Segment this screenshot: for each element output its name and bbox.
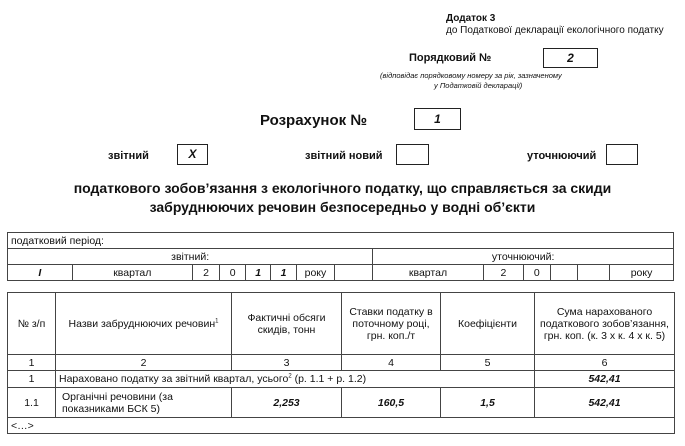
- clarifying-year-digit-4[interactable]: [578, 265, 610, 281]
- row-1-1-substance: Органічні речовини (за показниками БСК 5): [56, 388, 232, 418]
- reporting-quarter-label: квартал: [72, 265, 192, 281]
- type-clarifying-label: уточнюючий: [527, 150, 597, 162]
- header-substance-names: [56, 293, 232, 355]
- reporting-year-digit-2[interactable]: 0: [220, 265, 245, 281]
- header-substance-footnote: 1: [215, 318, 219, 324]
- column-number-6: 6: [535, 355, 675, 371]
- header-accrued-sum: Сума нарахованого податкового зобов’язання, грн. коп. (к. 3 х к. 4 х к. 5): [535, 293, 675, 355]
- appendix-title: Додаток 3: [446, 13, 496, 24]
- header-tax-rates: Ставки податку в поточному році, грн. коп./т: [342, 293, 441, 355]
- period-reporting-label: звітний:: [8, 249, 373, 265]
- column-number-2: 2: [56, 355, 232, 371]
- heading-line2: забруднюючих речовин безпосередньо у водні об’єкти: [149, 199, 536, 215]
- reporting-year-digit-1[interactable]: 2: [192, 265, 220, 281]
- clarifying-year-digit-3[interactable]: [550, 265, 578, 281]
- header-number: № з/п: [8, 293, 56, 355]
- total-row-text-main: Нараховано податку за звітний квартал, усього: [59, 373, 289, 385]
- calc-label: Розрахунок №: [260, 112, 368, 129]
- clarifying-quarter-label: квартал: [373, 265, 483, 281]
- total-row-text-tail: (р. 1.1 + р. 1.2): [291, 373, 367, 385]
- tax-calculation-table: [7, 292, 675, 434]
- header-coefficients: Коефіцієнти: [441, 293, 535, 355]
- reporting-year-digit-4[interactable]: 1: [271, 265, 296, 281]
- serial-note-line1: (відповідає порядковому номеру за рік, зазначеному: [380, 71, 562, 80]
- appendix-subtitle: до Податкової декларації екологічного податку: [446, 25, 664, 36]
- column-number-4: 4: [342, 355, 441, 371]
- column-number-3: 3: [232, 355, 342, 371]
- column-number-5: 5: [441, 355, 535, 371]
- type-reporting-box[interactable]: X: [177, 144, 208, 165]
- clarifying-year-digit-2[interactable]: 0: [524, 265, 551, 281]
- reporting-year-label: року: [296, 265, 334, 281]
- total-row-text: [56, 371, 535, 388]
- reporting-year-digit-3[interactable]: 1: [245, 265, 270, 281]
- column-number-1: 1: [8, 355, 56, 371]
- row-1-1-volume[interactable]: 2,253: [232, 388, 342, 418]
- reporting-quarter-value[interactable]: I: [8, 265, 73, 281]
- clarifying-year-label: року: [610, 265, 674, 281]
- serial-label: Порядковий №: [409, 52, 492, 64]
- row-1-1-sum[interactable]: 542,41: [535, 388, 675, 418]
- clarifying-year-digit-1[interactable]: 2: [483, 265, 523, 281]
- period-label: податковий період:: [8, 233, 674, 249]
- period-clarifying-label: уточнюючий:: [373, 249, 674, 265]
- period-table: [7, 232, 674, 281]
- type-new-reporting-box[interactable]: [396, 144, 429, 165]
- clarifying-quarter-value[interactable]: [335, 265, 373, 281]
- serial-note-line2: у Податковій декларації): [434, 81, 523, 90]
- heading-line1: податкового зобов’язання з екологічного податку, що справляється за скиди: [73, 180, 612, 196]
- total-row-number: 1: [8, 371, 56, 388]
- total-row-footnote: 2: [288, 373, 292, 380]
- total-row-sum[interactable]: 542,41: [535, 371, 675, 388]
- row-1-1-rate[interactable]: 160,5: [342, 388, 441, 418]
- row-1-1-number: 1.1: [8, 388, 56, 418]
- header-substance-names-text: Назви забруднюючих речовин: [68, 317, 216, 330]
- row-1-1-coefficient[interactable]: 1,5: [441, 388, 535, 418]
- serial-number-box[interactable]: 2: [543, 48, 598, 68]
- calc-number-box[interactable]: 1: [414, 108, 461, 130]
- header-actual-volumes: Фактичні обсяги скидів, тонн: [232, 293, 342, 355]
- type-clarifying-box[interactable]: [606, 144, 638, 165]
- type-new-reporting-label: звітний новий: [305, 150, 383, 162]
- table-ellipsis: <…>: [8, 418, 675, 434]
- type-reporting-label: звітний: [108, 150, 149, 162]
